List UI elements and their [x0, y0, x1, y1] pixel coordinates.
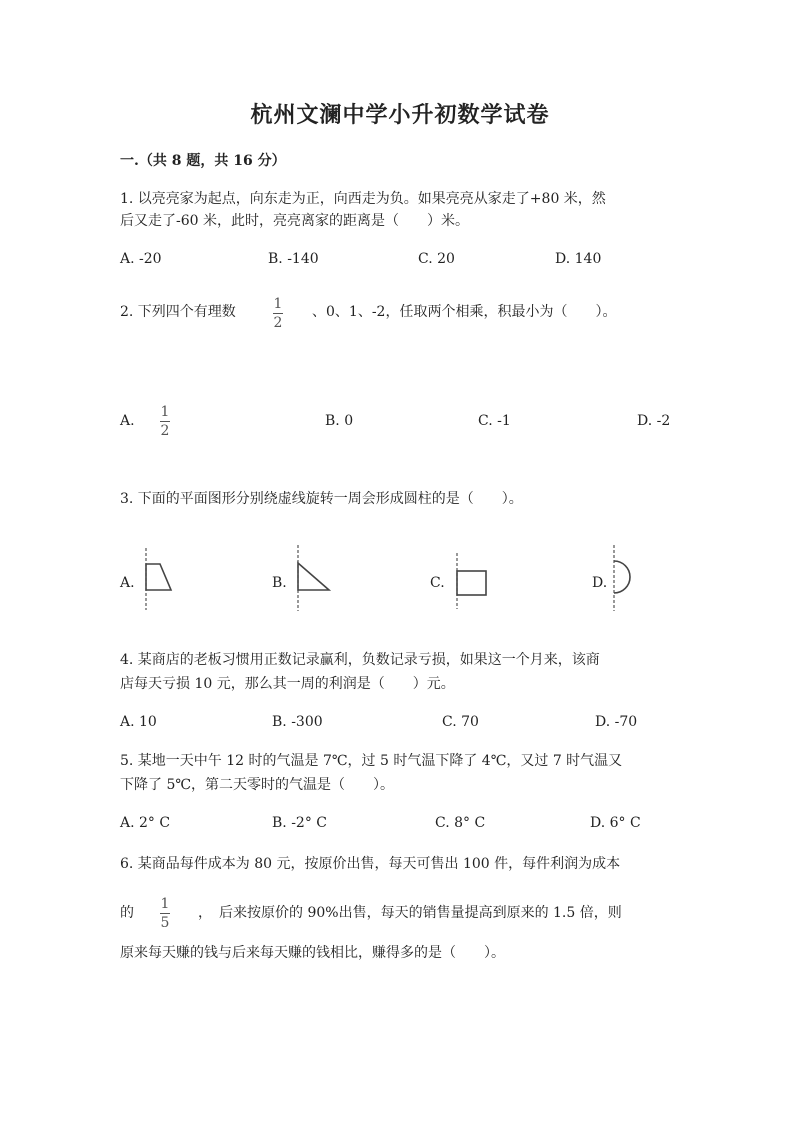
fraction-bar — [160, 913, 170, 914]
rectangle-figure — [452, 553, 492, 609]
fraction-denominator: 5 — [160, 915, 170, 931]
question-2-option-d: D. -2 — [637, 413, 671, 429]
question-1-option-d: D. 140 — [555, 251, 602, 267]
question-6-prefix: 的 — [120, 905, 134, 921]
page-title: 杭州文澜中学小升初数学试卷 — [250, 102, 550, 128]
question-2-option-c: C. -1 — [478, 413, 511, 429]
fraction-numerator: 1 — [160, 896, 170, 912]
question-1-option-a: A. -20 — [120, 251, 162, 267]
fraction-numerator: 1 — [160, 404, 170, 420]
question-1-option-c: C. 20 — [418, 251, 455, 267]
question-2-suffix: 、0、1、-2，任取两个相乘，积最小为（ ）。 — [312, 304, 617, 320]
question-2-option-a-label: A. — [120, 413, 135, 429]
question-5-option-c: C. 8° C — [435, 815, 486, 831]
question-6-line-1: 6. 某商品每件成本为 80 元，按原价出售，每天可售出 100 件，每件利润为成本 — [120, 856, 621, 872]
question-4-option-c: C. 70 — [442, 714, 479, 730]
trapezoid-figure — [140, 548, 180, 610]
question-4-option-a: A. 10 — [120, 714, 157, 730]
question-2-fraction — [273, 296, 283, 331]
question-2-option-a-fraction — [160, 404, 170, 439]
question-3-option-d-label: D. — [592, 575, 608, 591]
question-1-option-b: B. -140 — [268, 251, 319, 267]
fraction-bar — [160, 421, 170, 422]
question-4-option-b: B. -300 — [272, 714, 323, 730]
fraction-numerator: 1 — [273, 296, 283, 312]
question-5-option-a: A. 2° C — [120, 815, 171, 831]
question-5-option-b: B. -2° C — [272, 815, 327, 831]
question-6-line-2: ， 后来按原价的 90%出售，每天的销售量提高到原来的 1.5 倍，则 — [198, 905, 622, 921]
triangle-figure — [293, 545, 335, 611]
semicircle-figure — [608, 545, 642, 611]
question-5-line-1: 5. 某地一天中午 12 时的气温是 7℃，过 5 时气温下降了 4℃，又过 7 时气温又 — [120, 753, 623, 769]
fraction-bar — [273, 313, 283, 314]
question-5-line-2: 下降了 5℃，第二天零时的气温是（ ）。 — [120, 777, 395, 793]
question-2-prefix: 2. 下列四个有理数 — [120, 304, 236, 320]
fraction-denominator: 2 — [160, 423, 170, 439]
question-5-option-d: D. 6° C — [590, 815, 641, 831]
fraction-denominator: 2 — [273, 315, 283, 331]
question-4-line-1: 4. 某商店的老板习惯用正数记录赢利，负数记录亏损，如果这一个月来，该商 — [120, 652, 600, 668]
question-3-text: 3. 下面的平面图形分别绕虚线旋转一周会形成圆柱的是（ ）。 — [120, 491, 523, 507]
question-3-option-a-label: A. — [120, 575, 135, 591]
question-6-fraction — [160, 896, 170, 931]
question-1-line-2: 后又走了-60 米，此时，亮亮离家的距离是（ ）米。 — [120, 213, 469, 229]
question-2-option-b: B. 0 — [325, 413, 354, 429]
question-1-line-1: 1. 以亮亮家为起点，向东走为正，向西走为负。如果亮亮从家走了+80 米，然 — [120, 191, 606, 207]
section-heading: 一.（共 8 题，共 16 分） — [120, 153, 286, 169]
question-6-line-3: 原来每天赚的钱与后来每天赚的钱相比，赚得多的是（ ）。 — [120, 945, 505, 961]
question-4-line-2: 店每天亏损 10 元，那么其一周的利润是（ ）元。 — [120, 676, 455, 692]
question-3-option-b-label: B. — [272, 575, 287, 591]
question-3-option-c-label: C. — [430, 575, 445, 591]
question-4-option-d: D. -70 — [595, 714, 638, 730]
